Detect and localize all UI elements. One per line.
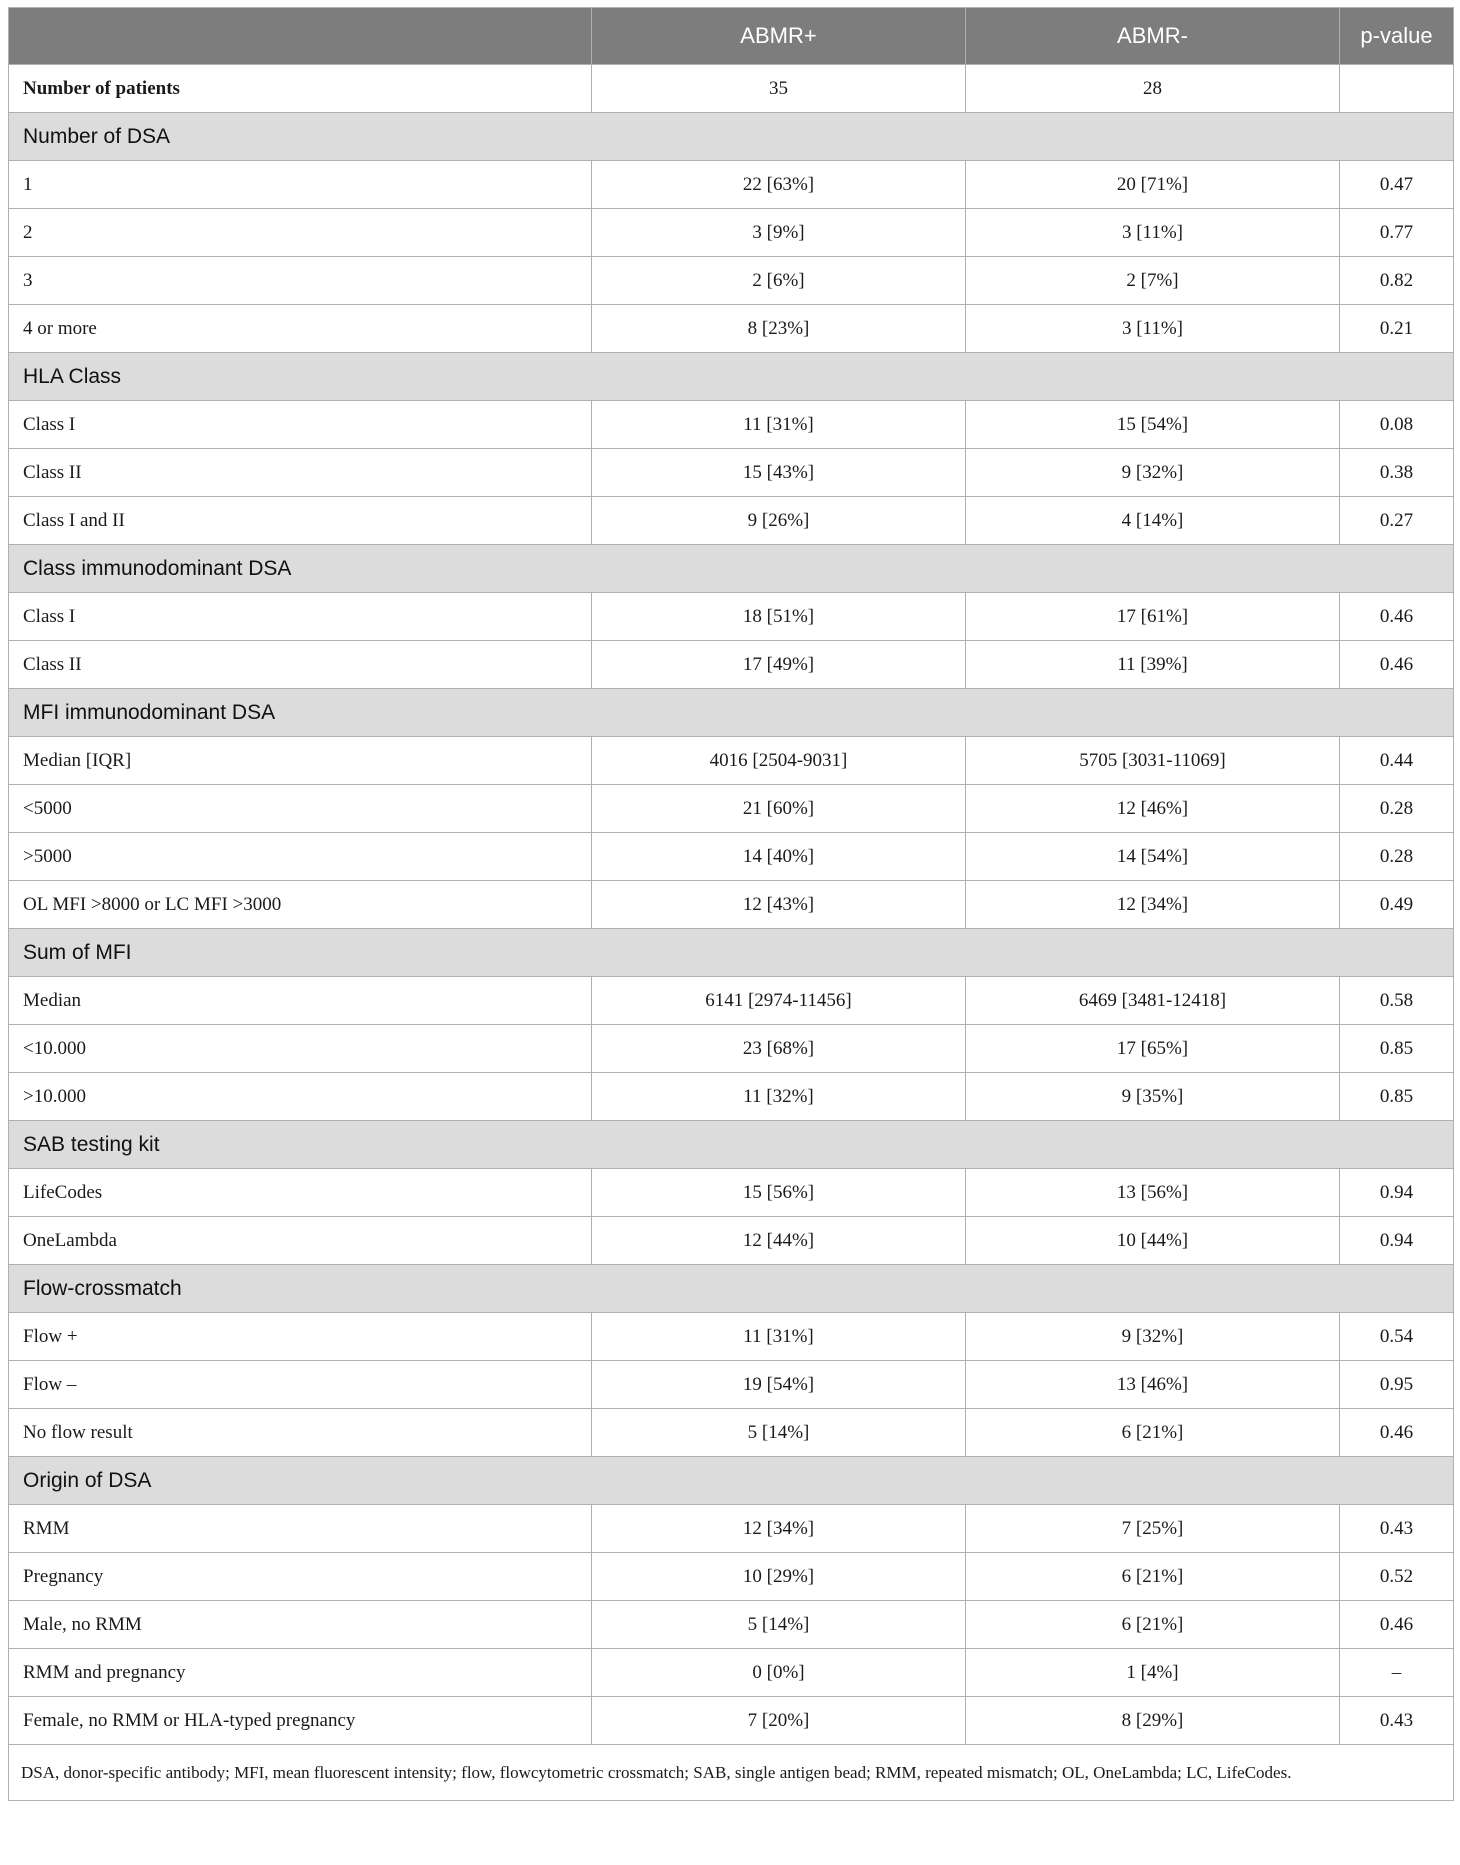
p-value: – xyxy=(1340,1649,1454,1697)
p-value: 0.46 xyxy=(1340,593,1454,641)
section-header-row xyxy=(9,689,1454,737)
abmr-negative-value: 4 [14%] xyxy=(966,497,1340,545)
abmr-positive-value: 5 [14%] xyxy=(592,1409,966,1457)
abmr-positive-value: 6141 [2974-11456] xyxy=(592,977,966,1025)
abmr-negative-value: 1 [4%] xyxy=(966,1649,1340,1697)
row-label: 1 xyxy=(9,161,592,209)
abmr-positive-value: 8 [23%] xyxy=(592,305,966,353)
p-value: 0.85 xyxy=(1340,1025,1454,1073)
p-value: 0.85 xyxy=(1340,1073,1454,1121)
abmr-positive-value: 18 [51%] xyxy=(592,593,966,641)
table-row xyxy=(9,209,1454,257)
section-header-row xyxy=(9,113,1454,161)
row-label: Median [IQR] xyxy=(9,737,592,785)
abmr-negative-value: 9 [32%] xyxy=(966,1313,1340,1361)
row-label: RMM and pregnancy xyxy=(9,1649,592,1697)
abmr-positive-value: 11 [31%] xyxy=(592,1313,966,1361)
header-cell-abmr-positive: ABMR+ xyxy=(592,8,966,65)
abmr-negative-value: 14 [54%] xyxy=(966,833,1340,881)
row-label: >10.000 xyxy=(9,1073,592,1121)
abmr-negative-value: 12 [46%] xyxy=(966,785,1340,833)
table-row xyxy=(9,881,1454,929)
abmr-negative-value: 17 [65%] xyxy=(966,1025,1340,1073)
table-row xyxy=(9,1697,1454,1745)
p-value: 0.49 xyxy=(1340,881,1454,929)
table-row xyxy=(9,785,1454,833)
table-row xyxy=(9,641,1454,689)
abmr-negative-value: 7 [25%] xyxy=(966,1505,1340,1553)
footnote: DSA, donor-specific antibody; MFI, mean fluorescent intensity; flow, flowcytometric crossmatch; SAB, single antigen bead; RMM, repeated mismatch; OL, OneLambda; LC, LifeCodes. xyxy=(9,1745,1454,1801)
abmr-positive-value: 11 [32%] xyxy=(592,1073,966,1121)
table-row xyxy=(9,305,1454,353)
table-row xyxy=(9,1553,1454,1601)
section-title: Origin of DSA xyxy=(9,1457,1454,1505)
table-footer xyxy=(9,1745,1454,1801)
row-label: Class I and II xyxy=(9,497,592,545)
p-value: 0.28 xyxy=(1340,785,1454,833)
row-label: <10.000 xyxy=(9,1025,592,1073)
p-value: 0.27 xyxy=(1340,497,1454,545)
table-row xyxy=(9,1025,1454,1073)
abmr-positive-value: 19 [54%] xyxy=(592,1361,966,1409)
row-label: Flow + xyxy=(9,1313,592,1361)
p-value: 0.54 xyxy=(1340,1313,1454,1361)
p-value: 0.94 xyxy=(1340,1169,1454,1217)
abmr-positive-value: 21 [60%] xyxy=(592,785,966,833)
table-row xyxy=(9,401,1454,449)
p-value: 0.95 xyxy=(1340,1361,1454,1409)
table-row xyxy=(9,257,1454,305)
abmr-positive-value: 23 [68%] xyxy=(592,1025,966,1073)
row-label: 2 xyxy=(9,209,592,257)
abmr-negative-value: 6469 [3481-12418] xyxy=(966,977,1340,1025)
dsa-characteristics-table xyxy=(8,7,1454,1801)
p-value: 0.46 xyxy=(1340,1601,1454,1649)
row-label: OneLambda xyxy=(9,1217,592,1265)
abmr-negative-value: 6 [21%] xyxy=(966,1553,1340,1601)
row-label: No flow result xyxy=(9,1409,592,1457)
row-label: RMM xyxy=(9,1505,592,1553)
abmr-negative-value: 20 [71%] xyxy=(966,161,1340,209)
section-header-row xyxy=(9,1265,1454,1313)
row-label: Male, no RMM xyxy=(9,1601,592,1649)
p-value xyxy=(1340,65,1454,113)
table-row xyxy=(9,497,1454,545)
footnote-row xyxy=(9,1745,1454,1801)
row-label: <5000 xyxy=(9,785,592,833)
section-header-row xyxy=(9,545,1454,593)
abmr-positive-value: 12 [34%] xyxy=(592,1505,966,1553)
abmr-positive-value: 2 [6%] xyxy=(592,257,966,305)
abmr-negative-value: 10 [44%] xyxy=(966,1217,1340,1265)
abmr-negative-value: 8 [29%] xyxy=(966,1697,1340,1745)
abmr-negative-value: 6 [21%] xyxy=(966,1601,1340,1649)
abmr-positive-value: 3 [9%] xyxy=(592,209,966,257)
row-label: Class I xyxy=(9,593,592,641)
table-row xyxy=(9,65,1454,113)
table-header xyxy=(9,8,1454,65)
abmr-positive-value: 12 [43%] xyxy=(592,881,966,929)
row-label: Pregnancy xyxy=(9,1553,592,1601)
header-row xyxy=(9,8,1454,65)
p-value: 0.08 xyxy=(1340,401,1454,449)
table-row xyxy=(9,1073,1454,1121)
abmr-negative-value: 5705 [3031-11069] xyxy=(966,737,1340,785)
table-row xyxy=(9,1649,1454,1697)
p-value: 0.38 xyxy=(1340,449,1454,497)
p-value: 0.46 xyxy=(1340,1409,1454,1457)
p-value: 0.46 xyxy=(1340,641,1454,689)
abmr-negative-value: 13 [46%] xyxy=(966,1361,1340,1409)
table-row xyxy=(9,1313,1454,1361)
p-value: 0.28 xyxy=(1340,833,1454,881)
section-title: Class immunodominant DSA xyxy=(9,545,1454,593)
header-cell-p-value: p-value xyxy=(1340,8,1454,65)
abmr-positive-value: 12 [44%] xyxy=(592,1217,966,1265)
dsa-characteristics-table-container xyxy=(8,7,1453,1801)
table-row xyxy=(9,593,1454,641)
abmr-positive-value: 35 xyxy=(592,65,966,113)
row-label: Class II xyxy=(9,641,592,689)
table-body xyxy=(9,65,1454,1745)
abmr-negative-value: 11 [39%] xyxy=(966,641,1340,689)
p-value: 0.52 xyxy=(1340,1553,1454,1601)
row-label: 3 xyxy=(9,257,592,305)
table-row xyxy=(9,449,1454,497)
abmr-positive-value: 4016 [2504-9031] xyxy=(592,737,966,785)
abmr-positive-value: 5 [14%] xyxy=(592,1601,966,1649)
table-row xyxy=(9,1601,1454,1649)
abmr-negative-value: 13 [56%] xyxy=(966,1169,1340,1217)
table-row xyxy=(9,737,1454,785)
section-title: HLA Class xyxy=(9,353,1454,401)
row-label: 4 or more xyxy=(9,305,592,353)
table-row xyxy=(9,1169,1454,1217)
row-label: Class II xyxy=(9,449,592,497)
abmr-negative-value: 6 [21%] xyxy=(966,1409,1340,1457)
abmr-negative-value: 9 [35%] xyxy=(966,1073,1340,1121)
table-row xyxy=(9,1361,1454,1409)
abmr-negative-value: 15 [54%] xyxy=(966,401,1340,449)
section-title: Number of DSA xyxy=(9,113,1454,161)
abmr-negative-value: 3 [11%] xyxy=(966,305,1340,353)
abmr-positive-value: 7 [20%] xyxy=(592,1697,966,1745)
p-value: 0.94 xyxy=(1340,1217,1454,1265)
row-label: Class I xyxy=(9,401,592,449)
row-label: >5000 xyxy=(9,833,592,881)
abmr-negative-value: 9 [32%] xyxy=(966,449,1340,497)
p-value: 0.21 xyxy=(1340,305,1454,353)
abmr-positive-value: 10 [29%] xyxy=(592,1553,966,1601)
abmr-positive-value: 11 [31%] xyxy=(592,401,966,449)
row-label: Number of patients xyxy=(9,65,592,113)
abmr-positive-value: 0 [0%] xyxy=(592,1649,966,1697)
table-row xyxy=(9,1505,1454,1553)
abmr-positive-value: 14 [40%] xyxy=(592,833,966,881)
abmr-negative-value: 28 xyxy=(966,65,1340,113)
section-header-row xyxy=(9,1457,1454,1505)
p-value: 0.77 xyxy=(1340,209,1454,257)
p-value: 0.58 xyxy=(1340,977,1454,1025)
abmr-positive-value: 17 [49%] xyxy=(592,641,966,689)
abmr-positive-value: 15 [43%] xyxy=(592,449,966,497)
p-value: 0.44 xyxy=(1340,737,1454,785)
table-row xyxy=(9,977,1454,1025)
table-row xyxy=(9,161,1454,209)
abmr-negative-value: 2 [7%] xyxy=(966,257,1340,305)
p-value: 0.43 xyxy=(1340,1505,1454,1553)
section-title: MFI immunodominant DSA xyxy=(9,689,1454,737)
section-title: Sum of MFI xyxy=(9,929,1454,977)
header-cell-abmr-negative: ABMR- xyxy=(966,8,1340,65)
abmr-negative-value: 12 [34%] xyxy=(966,881,1340,929)
row-label: Median xyxy=(9,977,592,1025)
abmr-negative-value: 17 [61%] xyxy=(966,593,1340,641)
abmr-positive-value: 15 [56%] xyxy=(592,1169,966,1217)
section-header-row xyxy=(9,353,1454,401)
p-value: 0.43 xyxy=(1340,1697,1454,1745)
abmr-positive-value: 22 [63%] xyxy=(592,161,966,209)
abmr-negative-value: 3 [11%] xyxy=(966,209,1340,257)
table-row xyxy=(9,833,1454,881)
p-value: 0.82 xyxy=(1340,257,1454,305)
table-row xyxy=(9,1409,1454,1457)
row-label: Female, no RMM or HLA-typed pregnancy xyxy=(9,1697,592,1745)
section-title: Flow-crossmatch xyxy=(9,1265,1454,1313)
abmr-positive-value: 9 [26%] xyxy=(592,497,966,545)
row-label: Flow – xyxy=(9,1361,592,1409)
table-row xyxy=(9,1217,1454,1265)
row-label: LifeCodes xyxy=(9,1169,592,1217)
section-title: SAB testing kit xyxy=(9,1121,1454,1169)
section-header-row xyxy=(9,929,1454,977)
section-header-row xyxy=(9,1121,1454,1169)
header-cell-label xyxy=(9,8,592,65)
p-value: 0.47 xyxy=(1340,161,1454,209)
row-label: OL MFI >8000 or LC MFI >3000 xyxy=(9,881,592,929)
